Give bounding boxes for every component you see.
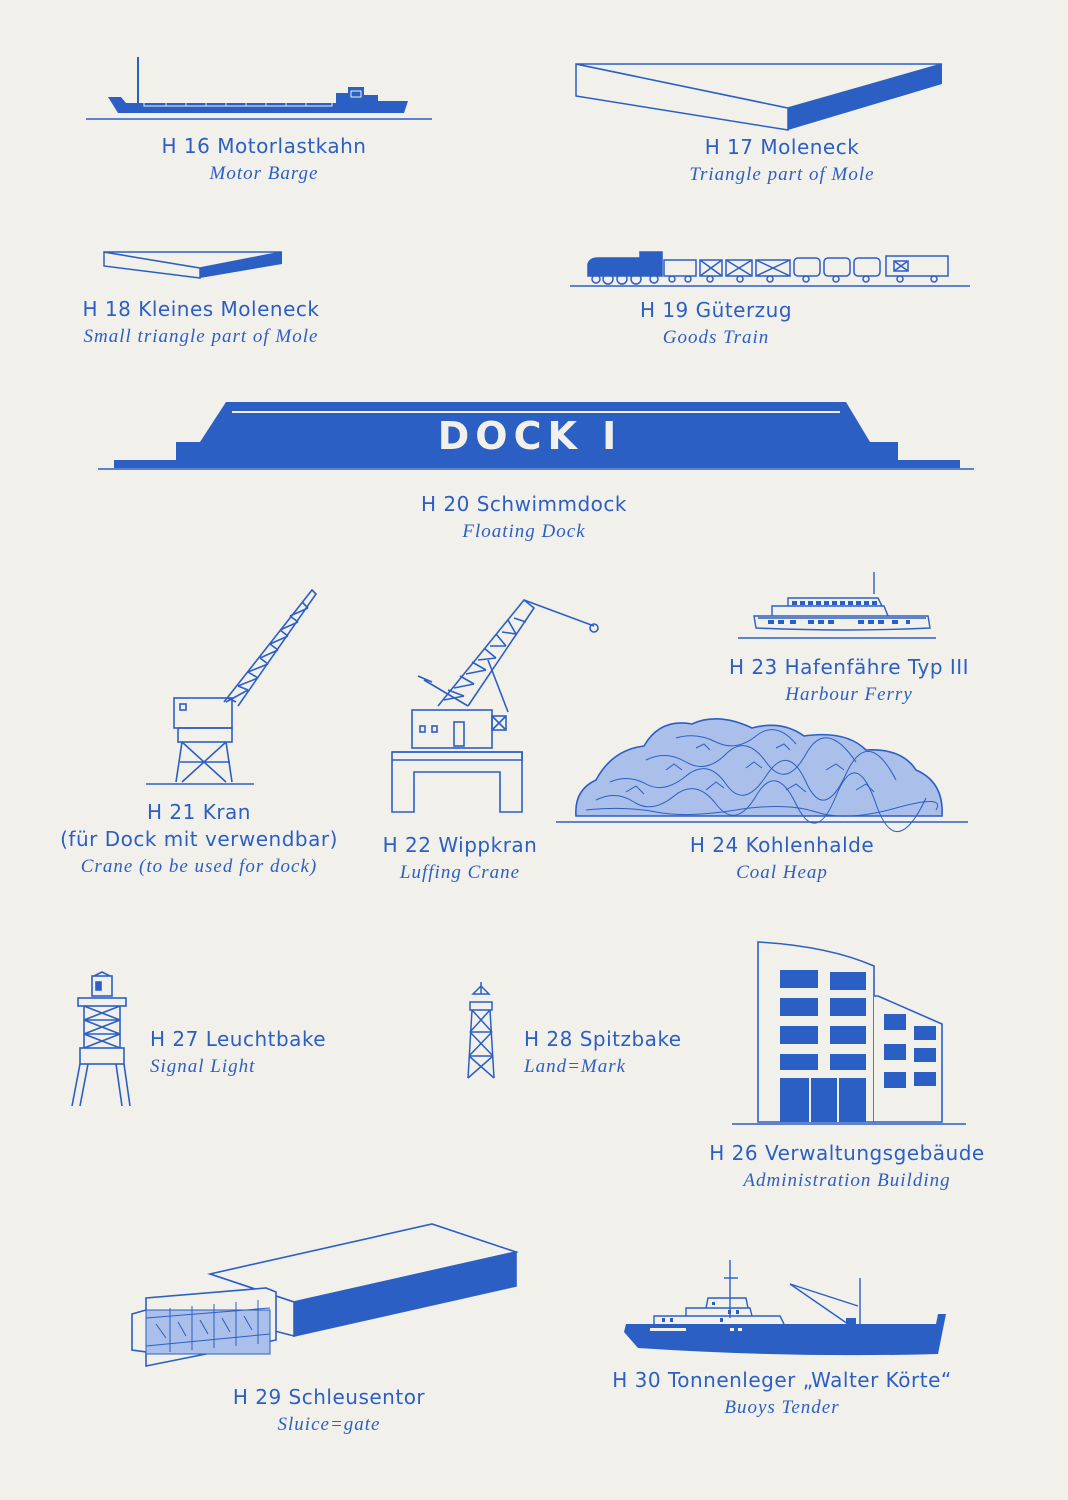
item-name-de: H 28 Spitzbake xyxy=(524,1027,682,1051)
item-h28 xyxy=(524,1026,724,1080)
floating-dock-icon xyxy=(98,396,978,476)
item-h17 xyxy=(640,134,924,188)
item-h23 xyxy=(718,654,980,708)
landmark-tower-icon xyxy=(464,982,498,1082)
item-h24 xyxy=(660,832,904,886)
item-name-de: H 26 Verwaltungsgebäude xyxy=(709,1141,985,1165)
item-name-de-note: (für Dock mit verwendbar) xyxy=(60,827,338,851)
small-mole-triangle-icon xyxy=(102,248,286,284)
item-name-de: H 20 Schwimmdock xyxy=(421,492,627,516)
item-h26 xyxy=(706,1140,988,1194)
item-name-en: Land=Mark xyxy=(524,1056,627,1077)
admin-building-icon xyxy=(732,940,968,1128)
item-name-de: H 23 Hafenfähre Typ III xyxy=(728,655,970,679)
item-name-en: Buoys Tender xyxy=(724,1397,840,1418)
item-name-en: Floating Dock xyxy=(462,521,586,542)
goods-train-icon xyxy=(570,246,972,290)
item-name-de: H 17 Moleneck xyxy=(704,135,860,159)
item-h29 xyxy=(210,1384,448,1438)
buoy-tender-icon xyxy=(620,1258,948,1362)
item-name-en: Goods Train xyxy=(662,327,770,348)
item-name-en: Coal Heap xyxy=(736,862,828,883)
item-name-en: Luffing Crane xyxy=(399,862,521,883)
item-h19 xyxy=(598,297,834,351)
item-h27 xyxy=(150,1026,350,1080)
item-name-en: Crane (to be used for dock) xyxy=(80,856,318,877)
dock-sign-label: DOCK I xyxy=(437,414,623,458)
item-name-de: H 29 Schleusentor xyxy=(232,1385,426,1409)
sluice-gate-icon xyxy=(126,1222,522,1378)
item-name-en: Triangle part of Mole xyxy=(689,164,875,185)
item-name-de: H 30 Tonnenleger „Walter Körte“ xyxy=(612,1368,952,1392)
item-name-de: H 22 Wippkran xyxy=(382,833,538,857)
item-name-de: H 27 Leuchtbake xyxy=(150,1027,327,1051)
item-name-de: H 21 Kran xyxy=(147,800,251,824)
crane-icon xyxy=(144,586,334,788)
mole-triangle-icon xyxy=(574,60,946,132)
signal-light-icon xyxy=(70,970,134,1110)
item-name-en: Harbour Ferry xyxy=(785,684,913,705)
item-name-en: Administration Building xyxy=(743,1170,951,1191)
item-h30 xyxy=(596,1367,968,1421)
item-name-en: Small triangle part of Mole xyxy=(83,326,319,347)
ferry-icon xyxy=(738,570,938,642)
item-name-en: Motor Barge xyxy=(209,163,319,184)
item-name-en: Sluice=gate xyxy=(277,1414,381,1435)
item-h20 xyxy=(392,491,656,545)
item-name-de: H 24 Kohlenhalde xyxy=(689,833,875,857)
barge-icon xyxy=(86,55,436,125)
coal-heap-icon xyxy=(556,710,970,826)
item-h16 xyxy=(134,133,394,187)
item-h18 xyxy=(62,296,340,350)
item-name-de: H 16 Motorlastkahn xyxy=(161,134,367,158)
item-name-de: H 18 Kleines Moleneck xyxy=(82,297,320,321)
item-h22 xyxy=(360,832,560,886)
item-name-de: H 19 Güterzug xyxy=(639,298,793,322)
item-name-en: Signal Light xyxy=(150,1056,256,1077)
item-h21 xyxy=(56,799,342,880)
